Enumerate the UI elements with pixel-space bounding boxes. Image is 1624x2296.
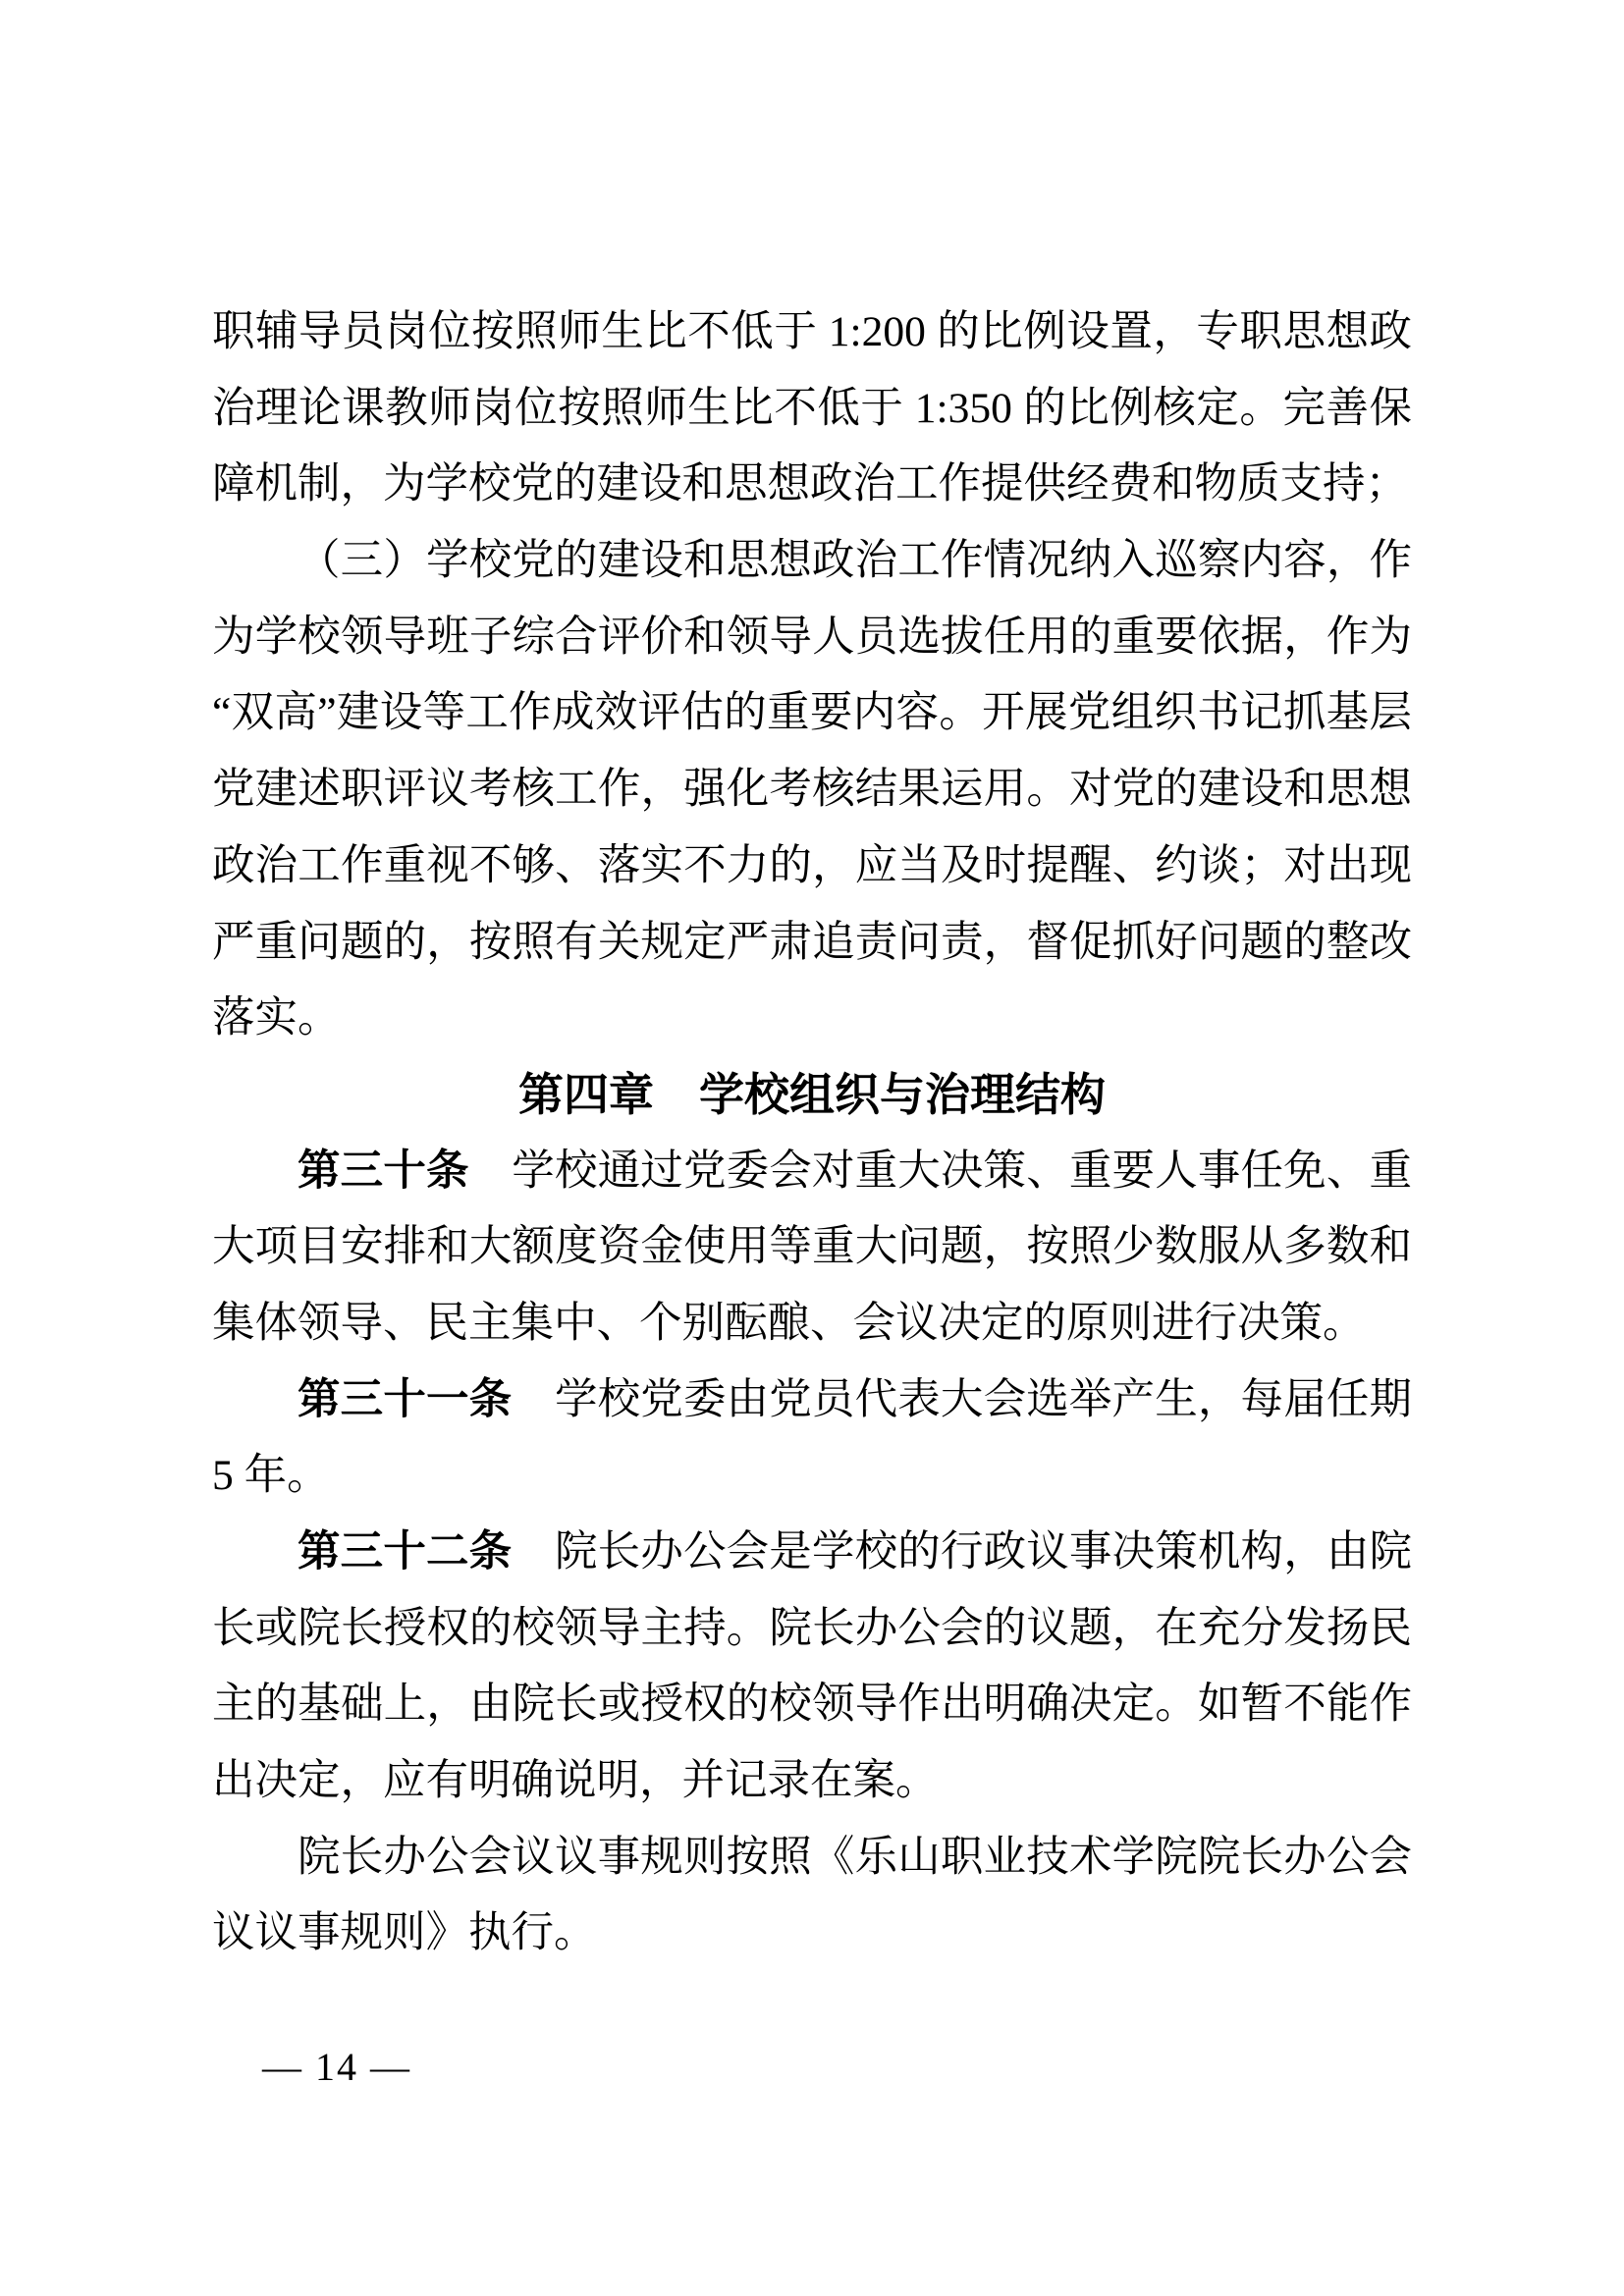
article-number: 第三十一条 <box>298 1375 513 1423</box>
text-run: 学校通过党委会对重大决策、重要人事任免、重 <box>468 1147 1412 1195</box>
document-body <box>212 294 1412 1972</box>
text-line <box>212 1515 1412 1591</box>
text-run: 严重问题的，按照有关规定严肃追责问责，督促抓好问题的整改 <box>212 918 1412 966</box>
text-line <box>212 1820 1412 1896</box>
text-line <box>212 371 1412 448</box>
text-run: 学校党委由党员代表大会选举产生，每届任期 <box>512 1375 1413 1423</box>
text-line <box>212 1667 1412 1743</box>
text-line <box>212 294 1412 371</box>
text-run: 落实。 <box>212 994 341 1042</box>
text-line <box>212 1134 1412 1210</box>
text-line <box>212 1438 1412 1515</box>
text-line <box>212 600 1412 676</box>
text-run: 主的基础上，由院长或授权的校领导作出明确决定。如暂不能作 <box>212 1681 1412 1729</box>
text-run: 党建述职评议考核工作，强化考核结果运用。对党的建设和思想 <box>212 766 1412 814</box>
text-run: 院长办公会议议事规则按照《乐山职业技术学院院长办公会 <box>298 1833 1412 1881</box>
text-line <box>212 981 1412 1057</box>
text-run: 长或院长授权的校领导主持。院长办公会的议题，在充分发扬民 <box>212 1604 1412 1652</box>
text-run: 职辅导员岗位按照师生比不低于 1:200 的比例设置，专职思想政 <box>212 308 1412 355</box>
text-line <box>212 1896 1412 1972</box>
article-number: 第三十二条 <box>298 1528 513 1575</box>
text-line <box>212 447 1412 523</box>
text-run: 大项目安排和大额度资金使用等重大问题，按照少数服从多数和 <box>212 1223 1412 1271</box>
text-line <box>212 675 1412 752</box>
text-line <box>212 1286 1412 1362</box>
article-number: 第三十条 <box>298 1147 469 1195</box>
text-line <box>212 828 1412 905</box>
text-run: 出决定，应有明确说明，并记录在案。 <box>212 1757 939 1805</box>
chapter-heading <box>212 1057 1412 1134</box>
text-line <box>212 1743 1412 1820</box>
text-line <box>212 752 1412 828</box>
text-run: 政治工作重视不够、落实不力的，应当及时提醒、约谈；对出现 <box>212 841 1412 889</box>
text-line <box>212 1362 1412 1439</box>
text-run: 5 年。 <box>212 1452 330 1500</box>
text-run: 第四章 学校组织与治理结构 <box>518 1068 1106 1120</box>
text-run: 障机制，为学校党的建设和思想政治工作提供经费和物质支持； <box>212 460 1408 508</box>
text-line <box>212 1591 1412 1668</box>
text-run: （三）学校党的建设和思想政治工作情况纳入巡察内容，作 <box>298 537 1412 585</box>
text-run: “双高”建设等工作成效评估的重要内容。开展党组织书记抓基层 <box>212 689 1412 737</box>
text-run: 治理论课教师岗位按照师生比不低于 1:350 的比例核定。完善保 <box>212 384 1412 432</box>
text-line <box>212 1209 1412 1286</box>
text-run: 院长办公会是学校的行政议事决策机构，由院 <box>512 1528 1413 1575</box>
text-run: 议议事规则》执行。 <box>212 1909 597 1957</box>
text-line <box>212 905 1412 982</box>
page-number: — 14 — <box>262 2045 411 2089</box>
text-line <box>212 523 1412 600</box>
text-run: 集体领导、民主集中、个别酝酿、会议决定的原则进行决策。 <box>212 1299 1366 1347</box>
text-run: 为学校领导班子综合评价和领导人员选拔任用的重要依据，作为 <box>212 613 1412 661</box>
